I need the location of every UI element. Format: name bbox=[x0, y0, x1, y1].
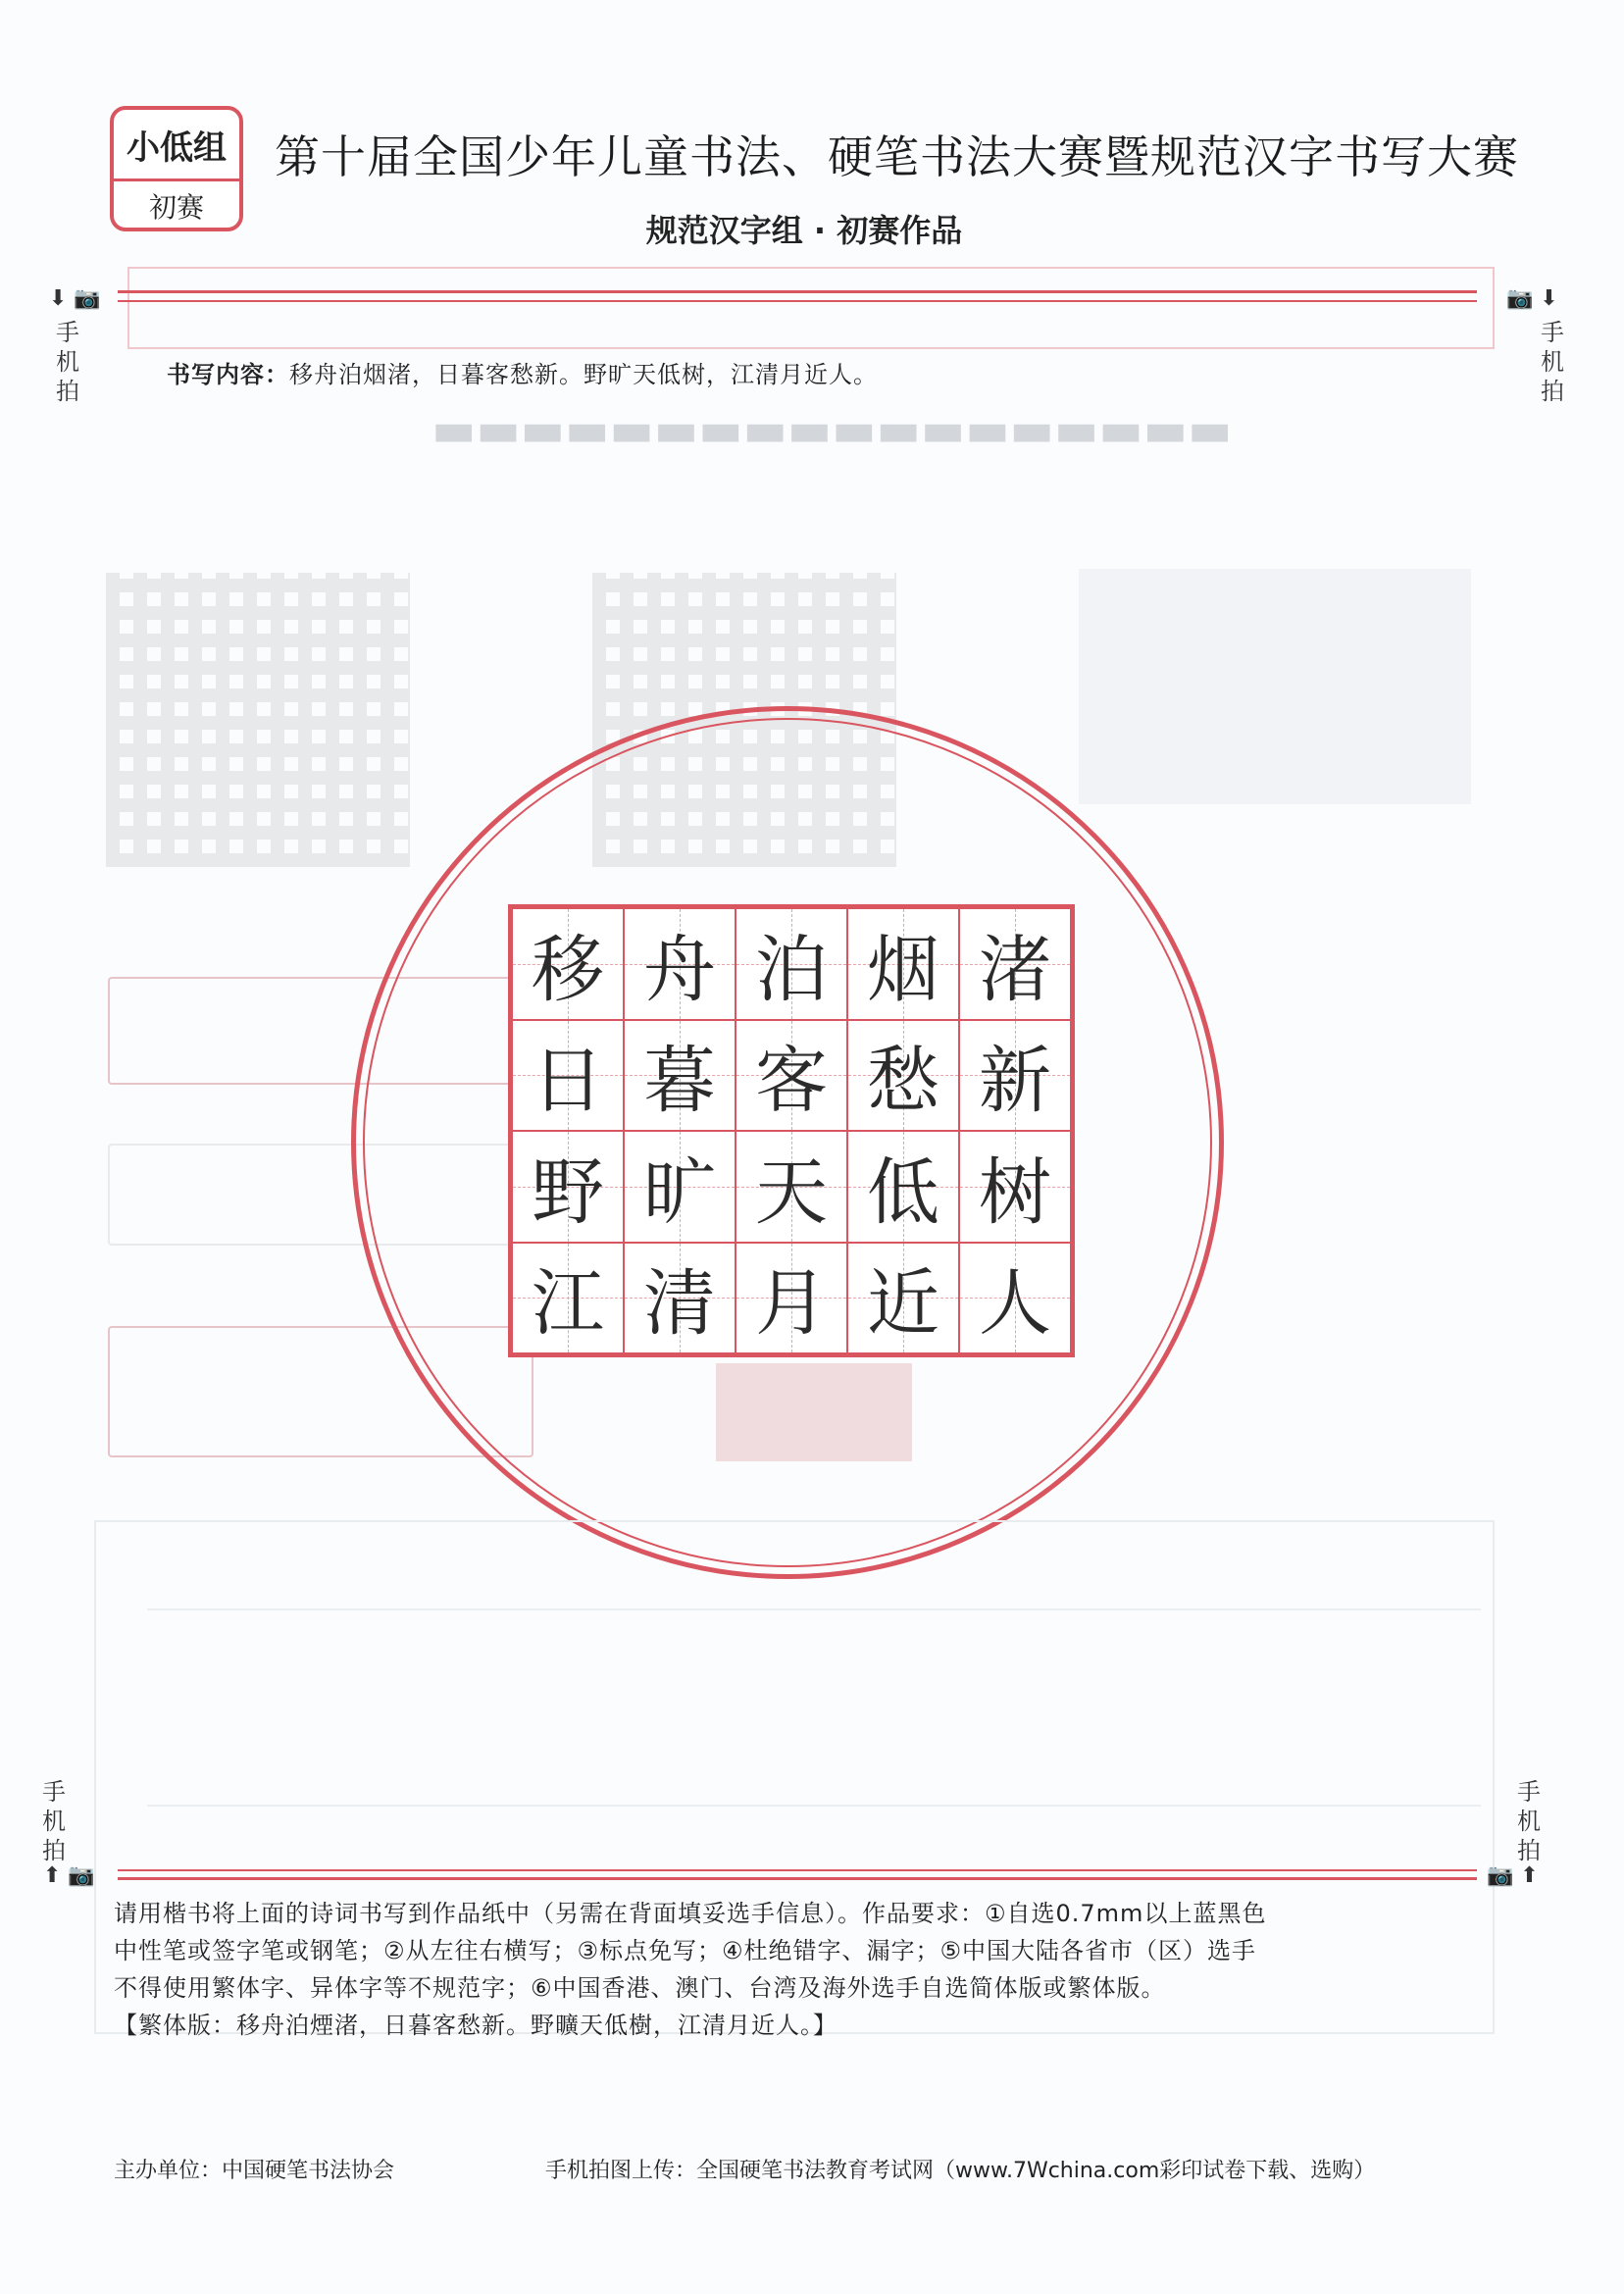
phone-photo-label-top-right: 手 机 拍 bbox=[1541, 319, 1564, 405]
grid-cell: 低 bbox=[847, 1131, 959, 1243]
footer-upload: 手机拍图上传：全国硬笔书法教育考试网（www.7Wchina.com彩印试卷下载、选购） bbox=[545, 2159, 1376, 2183]
grid-cell: 野 bbox=[512, 1131, 624, 1243]
phone-photo-label-top-left: 手 机 拍 bbox=[56, 319, 79, 405]
camera-marker-top-left: ⬇ 📷 bbox=[49, 286, 101, 311]
notes-line: 请用楷书将上面的诗词书写到作品纸中（另需在背面填妥选手信息）。作品要求：①自选0.7mm以上蓝黑色 bbox=[114, 1900, 1267, 1927]
phone-photo-label-bottom-left: 手 机 拍 bbox=[42, 1778, 66, 1864]
ghost-form-line-1 bbox=[147, 1608, 1481, 1610]
grid-cell: 日 bbox=[512, 1020, 624, 1132]
grid-cell: 愁 bbox=[847, 1020, 959, 1132]
page-title: 第十届全国少年儿童书法、硬笔书法大赛暨规范汉字书写大赛 bbox=[275, 130, 1519, 183]
grid-cell: 泊 bbox=[736, 908, 847, 1020]
badge-stage-label: 初赛 bbox=[148, 191, 204, 224]
grid-cell: 清 bbox=[624, 1243, 736, 1354]
footer-organizer: 主办单位：中国硬笔书法协会 bbox=[114, 2159, 395, 2183]
writing-content-text: 移舟泊烟渚，日暮客愁新。野旷天低树，江清月近人。 bbox=[289, 361, 878, 388]
grid-cell: 渚 bbox=[959, 908, 1071, 1020]
grid-cell: 舟 bbox=[624, 908, 736, 1020]
badge-group-label: 小低组 bbox=[114, 110, 239, 181]
ghost-form-line-2 bbox=[147, 1805, 1481, 1807]
writing-content bbox=[167, 355, 878, 389]
top-rule-thick bbox=[118, 290, 1477, 293]
bottom-rule-thin bbox=[118, 1869, 1477, 1871]
grid-cell: 月 bbox=[736, 1243, 847, 1354]
notes-line: 不得使用繁体字、异体字等不规范字；⑥中国香港、澳门、台湾及海外选手自选简体版或繁体版。 bbox=[114, 1974, 1166, 2002]
notes-line: 中性笔或签字笔或钢笔；②从左往右横写；③标点免写；④杜绝错字、漏字；⑤中国大陆各省市（区）选手 bbox=[114, 1937, 1257, 1964]
grid-cell: 天 bbox=[736, 1131, 847, 1243]
camera-marker-bottom-right: 📷 ⬆ bbox=[1487, 1863, 1539, 1888]
writing-content-label: 书写内容： bbox=[167, 361, 289, 388]
grid-cell: 暮 bbox=[624, 1020, 736, 1132]
ghost-header-box bbox=[127, 267, 1495, 349]
camera-marker-top-right: 📷 ⬇ bbox=[1506, 286, 1558, 311]
bottom-rule-thick bbox=[118, 1877, 1477, 1880]
grid-cell: 树 bbox=[959, 1131, 1071, 1243]
camera-marker-bottom-left: ⬆ 📷 bbox=[43, 1863, 95, 1888]
grid-cell: 客 bbox=[736, 1020, 847, 1132]
grid-cell: 移 bbox=[512, 908, 624, 1020]
grid-cell: 人 bbox=[959, 1243, 1071, 1354]
requirements-notes bbox=[114, 1895, 1487, 2044]
notes-traditional: 【繁体版：移舟泊煙渚，日暮客愁新。野曠天低樹，江清月近人。】 bbox=[114, 2012, 837, 2039]
phone-photo-label-bottom-right: 手 机 拍 bbox=[1517, 1778, 1541, 1864]
ghost-photo bbox=[1079, 569, 1471, 804]
top-rule-thin bbox=[118, 300, 1477, 302]
page-subtitle: 规范汉字组 · 初赛作品 bbox=[645, 212, 963, 249]
grid-cell: 江 bbox=[512, 1243, 624, 1354]
group-badge bbox=[110, 106, 243, 231]
ghost-reverse-title: ▬▬▬▬▬▬▬▬▬▬▬▬▬▬▬▬▬▬ bbox=[431, 402, 1233, 457]
grid-cell: 烟 bbox=[847, 908, 959, 1020]
grid-cell: 新 bbox=[959, 1020, 1071, 1132]
grid-cell: 近 bbox=[847, 1243, 959, 1354]
ghost-qr-left bbox=[106, 573, 410, 867]
grid-cell: 旷 bbox=[624, 1131, 736, 1243]
calligraphy-grid bbox=[508, 904, 1075, 1357]
